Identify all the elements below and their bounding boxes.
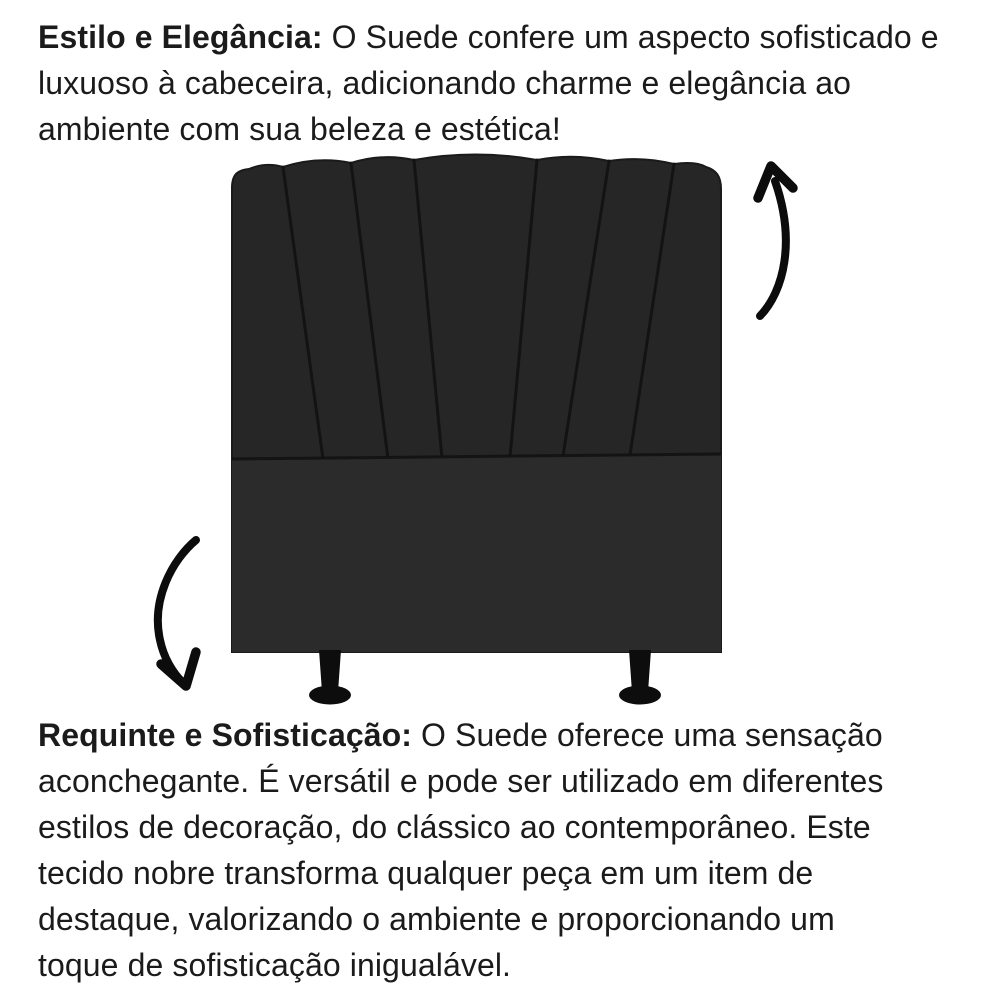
- curved-arrow-down-icon: [158, 540, 196, 686]
- outro-line-6: toque de sofisticação inigualável.: [38, 947, 512, 983]
- headboard: [232, 155, 721, 705]
- intro-line-3: ambiente com sua beleza e estética!: [38, 111, 561, 147]
- outro-paragraph: [38, 712, 884, 988]
- outro-line-4: tecido nobre transforma qualquer peça em um item de: [38, 855, 814, 891]
- outro-line-5: destaque, valorizando o ambiente e proporcionando um: [38, 901, 835, 937]
- outro-line-1: [38, 712, 884, 758]
- intro-line-1-rest: O Suede confere um aspecto sofisticado e: [322, 19, 939, 55]
- arrow-up-tail: [760, 181, 786, 316]
- left-leg-foot: [309, 686, 351, 705]
- headboard-bottom-panel: [232, 454, 721, 652]
- outro-lead: Requinte e Sofisticação:: [38, 717, 413, 753]
- outro-line-2: aconchegante. É versátil e pode ser utilizado em diferentes: [38, 763, 884, 799]
- intro-line-2: luxuoso à cabeceira, adicionando charme e elegância ao: [38, 65, 852, 101]
- headboard-legs: [309, 650, 661, 705]
- right-leg-foot: [619, 686, 661, 705]
- outro-line-1-rest: O Suede oferece uma sensação: [412, 717, 883, 753]
- outro-line-3: estilos de decoração, do clássico ao contemporâneo. Este: [38, 809, 871, 845]
- curved-arrow-up-icon: [758, 166, 793, 316]
- intro-lead: Estilo e Elegância:: [38, 19, 323, 55]
